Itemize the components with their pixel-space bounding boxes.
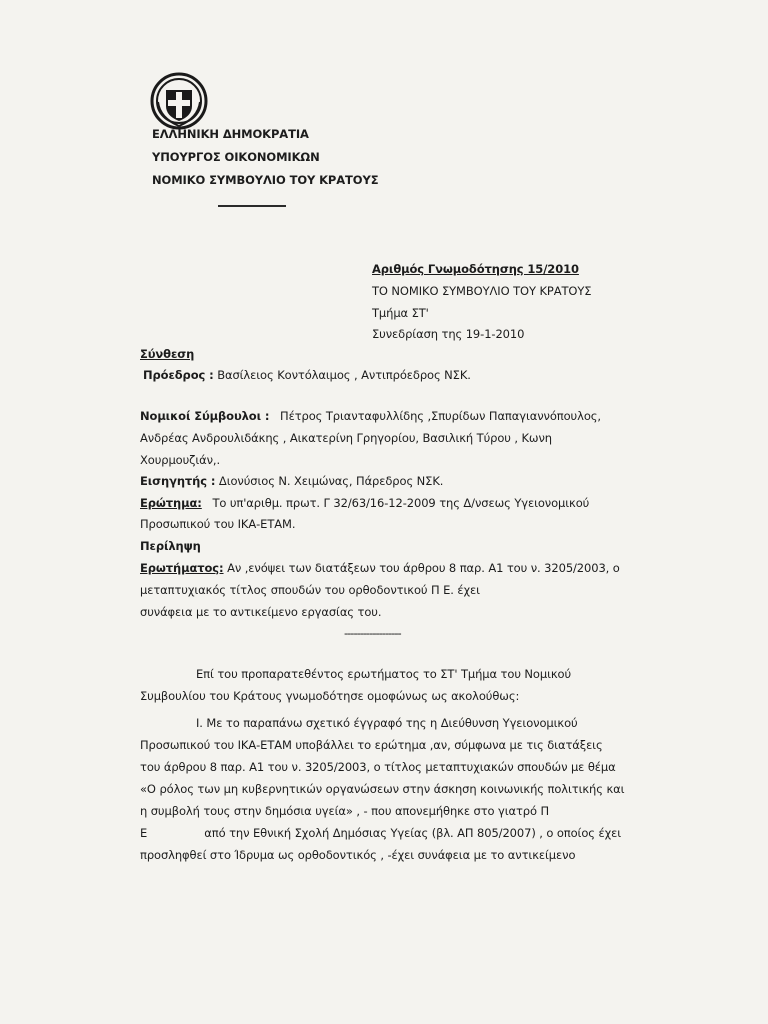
- question-label: Ερώτημα:: [140, 496, 202, 510]
- summary-text-1: Αν ,ενόψει των διατάξεων του άρθρου 8 παρ. Α1 του ν. 3205/2003, ο: [227, 561, 620, 575]
- question-line-2: Προσωπικού του ΙΚΑ-ΕΤΑΜ.: [140, 517, 296, 531]
- opinion-section: Τμήμα ΣΤ': [372, 306, 429, 320]
- paragraph1-line-3: του άρθρου 8 παρ. Α1 του ν. 3205/2003, ο τίτλος μεταπτυχιακών σπουδών με θέμα: [140, 760, 616, 774]
- summary-line-1: [140, 561, 620, 575]
- question-text-1: Το υπ'αριθμ. πρωτ. Γ 32/63/16-12-2009 της Δ/νσεως Υγειονομικού: [212, 496, 590, 510]
- header-underline: [218, 205, 286, 207]
- rapporteur-label: Εισηγητής :: [140, 474, 216, 488]
- rapporteur-text: Διονύσιος Ν. Χειμώνας, Πάρεδρος ΝΣΚ.: [218, 474, 444, 488]
- opinion-session: Συνεδρίαση της 19-1-2010: [372, 327, 525, 341]
- header-republic: ΕΛΛΗΝΙΚΗ ΔΗΜΟΚΡΑΤΙΑ: [152, 127, 309, 141]
- paragraph1-line-4: «Ο ρόλος των μη κυβερνητικών οργανώσεων στην άσκηση κοινωνικής πολιτικής και: [140, 782, 625, 796]
- summary-heading: Περίληψη: [140, 539, 201, 553]
- opinion-number: Αριθμός Γνωμοδότησης 15/2010: [372, 262, 579, 276]
- paragraph1-line-1: Ι. Με το παραπάνω σχετικό έγγραφό της η Διεύθυνση Υγειονομικού: [196, 716, 578, 730]
- paragraph1-line-5: η συμβολή τους στην δημόσια υγεία» , - που απονεμήθηκε στο γιατρό Π: [140, 804, 550, 818]
- advisors-names-1: Πέτρος Τριανταφυλλίδης ,Σπυρίδων Παπαγιαννόπουλος,: [280, 409, 601, 423]
- paragraph1-line-7: προσληφθεί στο Ίδρυμα ως ορθοδοντικός , -έχει συνάφεια με το αντικείμενο: [140, 848, 576, 862]
- opinion-council: ΤΟ ΝΟΜΙΚΟ ΣΥΜΒΟΥΛΙΟ ΤΟΥ ΚΡΑΤΟΥΣ: [372, 284, 592, 298]
- president-text: Βασίλειος Κοντόλαιμος , Αντιπρόεδρος ΝΣΚ.: [217, 368, 471, 382]
- header-ministry: ΥΠΟΥΡΓΟΣ ΟΙΚΟΝΟΜΙΚΩΝ: [152, 150, 320, 164]
- summary-line-2: μεταπτυχιακός τίτλος σπουδών του ορθοδοντικού Π Ε. έχει: [140, 583, 480, 597]
- president-line: [143, 368, 471, 382]
- header-council: ΝΟΜΙΚΟ ΣΥΜΒΟΥΛΙΟ ΤΟΥ ΚΡΑΤΟΥΣ: [152, 173, 379, 187]
- rapporteur-line: [140, 474, 443, 488]
- intro-line-2: Συμβουλίου του Κράτους γνωμοδότησε ομοφώνως ως ακολούθως:: [140, 689, 520, 703]
- advisors-line-3: Χουρμουζιάν,.: [140, 453, 221, 467]
- advisors-label: Νομικοί Σύμβουλοι :: [140, 409, 270, 423]
- paragraph1-line-6-initial: Ε: [140, 826, 148, 840]
- paragraph1-line-6-text: από την Εθνική Σχολή Δημόσιας Υγείας (βλ. ΑΠ 805/2007) , ο οποίος έχει: [204, 826, 622, 840]
- paragraph1-line-2: Προσωπικού του ΙΚΑ-ΕΤΑΜ υποβάλλει το ερώτημα ,αν, σύμφωνα με τις διατάξεις: [140, 738, 603, 752]
- paragraph1-line-6: [140, 826, 621, 840]
- president-label: Πρόεδρος :: [143, 368, 214, 382]
- summary-line-3: συνάφεια με το αντικείμενο εργασίας του.: [140, 605, 382, 619]
- advisors-line-1: [140, 409, 618, 423]
- section-divider: ------------------: [344, 626, 401, 640]
- composition-heading: Σύνθεση: [140, 347, 195, 361]
- coat-of-arms-seal: [150, 72, 208, 130]
- question-line-1: [140, 496, 589, 510]
- advisors-line-2: Ανδρέας Ανδρουλιδάκης , Αικατερίνη Γρηγορίου, Βασιλική Τύρου , Κωνη: [140, 431, 552, 445]
- summary-label: Ερωτήματος:: [140, 561, 224, 575]
- intro-line-1: Επί του προπαρατεθέντος ερωτήματος το ΣΤ' Τμήμα του Νομικού: [196, 667, 572, 681]
